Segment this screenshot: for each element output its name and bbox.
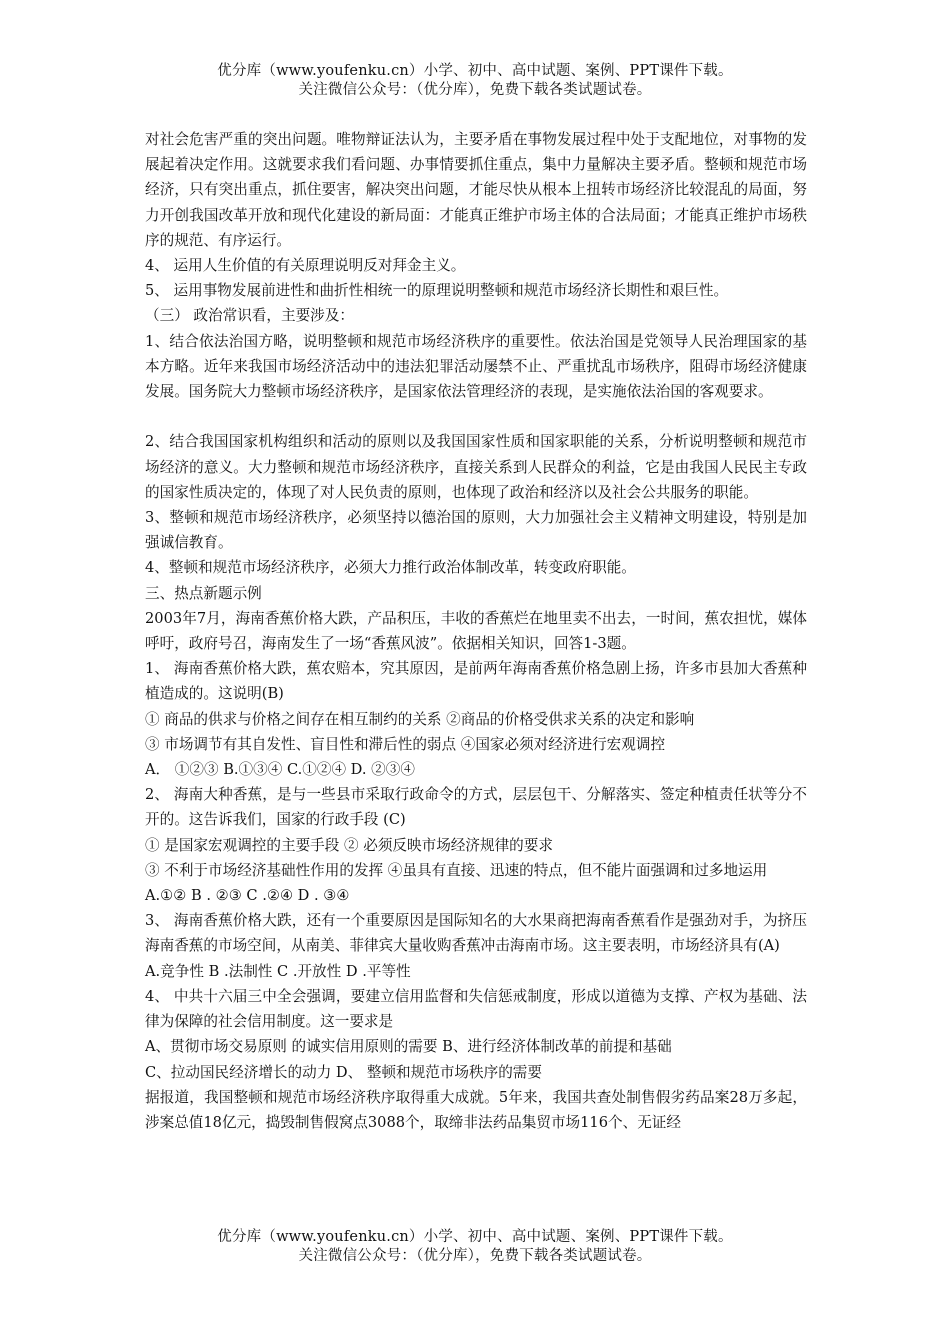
- question: 1、 海南香蕉价格大跌，蕉农赔本，究其原因，是前两年海南香蕉价格急剧上扬，许多市县加大香蕉种植造成的。这说明(B): [145, 660, 807, 703]
- question-statements: ③ 不利于市场经济基础性作用的发挥 ④虽具有直接、迅速的特点，但不能片面强调和过多地运用: [145, 861, 768, 879]
- answer-options: C、拉动国民经济增长的动力 D、 整顿和规范市场秩序的需要: [145, 1063, 542, 1081]
- paragraph: 2、结合我国国家机构组织和活动的原则以及我国国家性质和国家职能的关系，分析说明整顿和规范市场经济的意义。大力整顿和规范市场经济秩序，直接关系到人民群众的利益，它是由我国人民民主专政的国家性质决定的，体现了对人民负责的原则，也体现了政治和经济以及社会公共服务的职能。: [145, 433, 807, 501]
- page-header: [0, 62, 950, 100]
- question: 4、 中共十六届三中全会强调，要建立信用监督和失信惩戒制度，形成以道德为支撑、产权为基础、法律为保障的社会信用制度。这一要求是: [145, 987, 807, 1031]
- document-body: [145, 127, 807, 1135]
- section-heading: （三） 政治常识看，主要涉及：: [145, 307, 354, 325]
- paragraph: 5、 运用事物发展前进性和曲折性相统一的原理说明整顿和规范市场经济长期性和艰巨性。: [145, 282, 729, 300]
- blank-line: [145, 404, 807, 429]
- header-line-2: 关注微信公众号：（优分库），免费下载各类试题试卷。: [298, 82, 652, 98]
- question-statements: ① 是国家宏观调控的主要手段 ② 必须反映市场经济规律的要求: [145, 836, 553, 854]
- answer-options: A.①② B . ②③ C .②④ D . ③④: [145, 887, 350, 905]
- footer-line-1: 优分库（www.youfenku.cn）小学、初中、高中试题、案例、PPT课件下载。: [217, 1229, 733, 1245]
- question-stem: 2003年7月，海南香蕉价格大跌，产品积压，丰收的香蕉烂在地里卖不出去，一时间，蕉农担忧，媒体呼吁，政府号召，海南发生了一场“香蕉风波”。依据相关知识，回答1-3题。: [145, 609, 807, 653]
- paragraph: 对社会危害严重的突出问题。唯物辩证法认为，主要矛盾在事物发展过程中处于支配地位，对事物的发展起着决定作用。这就要求我们看问题、办事情要抓住重点，集中力量解决主要矛盾。整顿和规范市场经济，只有突出重点，抓住要害，解决突出问题，才能尽快从根本上扭转市场经济比较混乱的局面，努力开创我国改革开放和现代化建设的新局面：才能真正维护市场主体的合法局面；才能真正维护市场秩序的规范、有序运行。: [145, 131, 807, 249]
- section-heading: 三、热点新题示例: [145, 584, 262, 602]
- paragraph: 据报道，我国整顿和规范市场经济秩序取得重大成就。5年来，我国共查处制售假劣药品案28万多起，涉案总值18亿元，捣毁制售假窝点3088个，取缔非法药品集贸市场116个、无证经: [145, 1088, 807, 1131]
- paragraph: 4、 运用人生价值的有关原理说明反对拜金主义。: [145, 257, 466, 275]
- question: 3、 海南香蕉价格大跌，还有一个重要原因是国际知名的大水果商把海南香蕉看作是强劲对手，为挤压海南香蕉的市场空间，从南美、菲律宾大量收购香蕉冲击海南市场。这主要表明，市场经济具有(A): [145, 912, 807, 955]
- paragraph: 4、整顿和规范市场经济秩序，必须大力推行政治体制改革，转变政府职能。: [145, 559, 636, 577]
- question-statements: ① 商品的供求与价格之间存在相互制约的关系 ②商品的价格受供求关系的决定和影响: [145, 710, 695, 728]
- answer-options: A.竞争性 B .法制性 C .开放性 D .平等性: [145, 962, 411, 980]
- footer-line-2: 关注微信公众号：（优分库），免费下载各类试题试卷。: [298, 1248, 652, 1264]
- page-footer: [0, 1228, 950, 1266]
- question: 2、 海南大种香蕉，是与一些县市采取行政命令的方式，层层包干、分解落实、签定种植责任状等分不开的。这告诉我们，国家的行政手段 (C): [145, 786, 807, 829]
- answer-options: A、贯彻市场交易原则 的诚实信用原则的需要 B、进行经济体制改革的前提和基础: [145, 1038, 672, 1056]
- header-line-1: 优分库（www.youfenku.cn）小学、初中、高中试题、案例、PPT课件下载。: [217, 63, 733, 79]
- paragraph: 1、结合依法治国方略，说明整顿和规范市场经济秩序的重要性。依法治国是党领导人民治理国家的基本方略。近年来我国市场经济活动中的违法犯罪活动屡禁不止、严重扰乱市场秩序，阻碍市场经济健康发展。国务院大力整顿市场经济秩序，是国家依法管理经济的表现，是实施依法治国的客观要求。: [145, 332, 807, 401]
- paragraph: 3、整顿和规范市场经济秩序，必须坚持以德治国的原则，大力加强社会主义精神文明建设，特别是加强诚信教育。: [145, 509, 807, 552]
- question-statements: ③ 市场调节有其自发性、盲目性和滞后性的弱点 ④国家必须对经济进行宏观调控: [145, 735, 666, 753]
- answer-options: A． ①②③ B.①③④ C.①②④ D. ②③④: [145, 761, 415, 779]
